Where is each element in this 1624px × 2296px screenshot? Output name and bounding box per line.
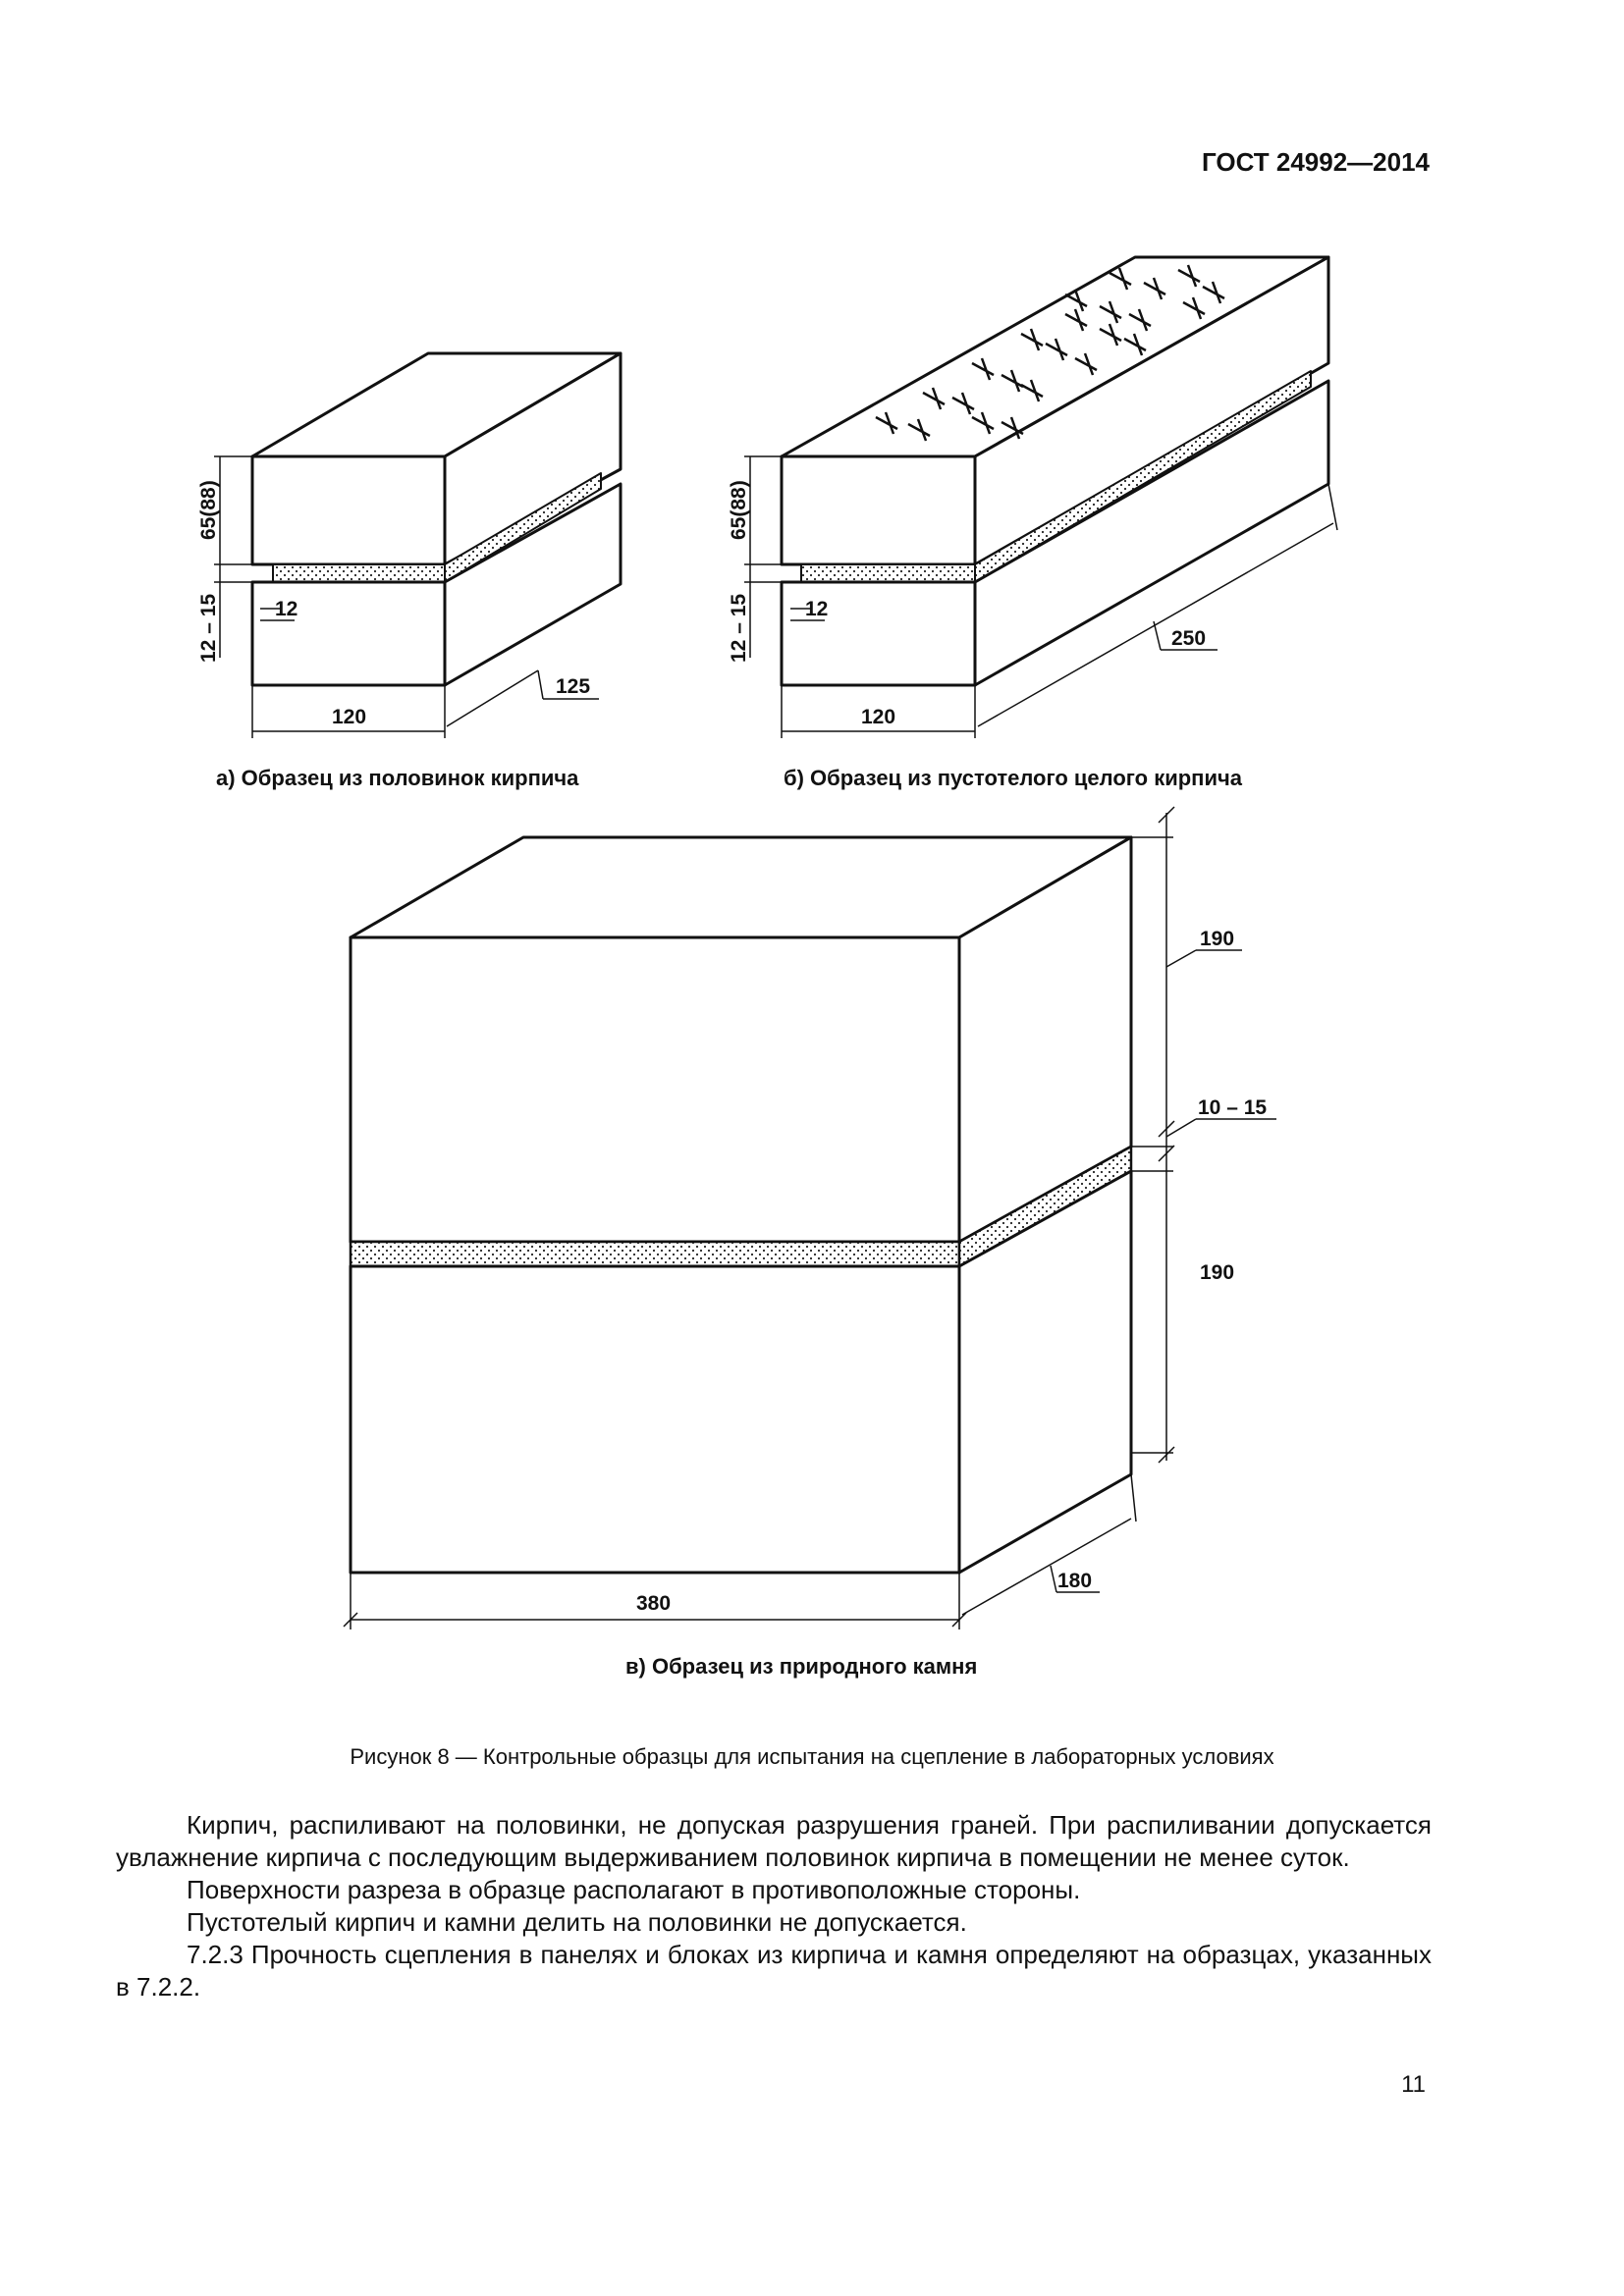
specimen-b-drawing (782, 257, 1328, 685)
specimen-c-drawing (351, 837, 1131, 1573)
paragraph-2: Поверхности разреза в образце располагают в противоположные стороны. (187, 1875, 1081, 1904)
dim-c-gap: 10 – 15 (1198, 1096, 1268, 1119)
figure-caption: Рисунок 8 — Контрольные образцы для испытания на сцепление в лабораторных условиях (350, 1744, 1274, 1769)
dim-c-width: 380 (636, 1592, 672, 1615)
dim-c-bottom-height: 190 (1200, 1261, 1235, 1284)
specimen-a-drawing (252, 353, 621, 685)
dim-a-height: 65(88) (197, 480, 220, 540)
body-text (116, 1809, 1432, 2003)
subcaption-c: в) Образец из природного камня (625, 1654, 978, 1679)
document-header: ГОСТ 24992—2014 (1202, 147, 1430, 177)
paragraph-4: 7.2.3 Прочность сцепления в панелях и блоках из кирпича и камня определяют на образцах, указанных в 7.2.2. (116, 1940, 1432, 2002)
dim-b-width: 120 (861, 706, 896, 728)
dim-b-offset: 12 (805, 598, 829, 620)
dim-c-depth: 180 (1057, 1570, 1093, 1592)
subcaption-b: б) Образец из пустотелого целого кирпича (784, 766, 1243, 790)
dim-b-gap: 12 – 15 (728, 593, 750, 663)
paragraph-3: Пустотелый кирпич и камни делить на половинки не допускается. (187, 1907, 967, 1937)
dim-b-height: 65(88) (728, 480, 750, 540)
page-number: 11 (1401, 2071, 1426, 2098)
dim-c-top-height: 190 (1200, 928, 1235, 950)
dim-a-width: 120 (332, 706, 367, 728)
paragraph-1: Кирпич, распиливают на половинки, не допуская разрушения граней. При распиливании допускается увлажнение кирпича с последующим выдерживанием половинок кирпича в помещении не менее суток. (116, 1810, 1432, 1872)
dim-a-depth: 125 (556, 675, 591, 698)
dim-a-gap: 12 – 15 (197, 593, 220, 663)
dim-b-depth: 250 (1171, 627, 1207, 650)
dim-a-offset: 12 (275, 598, 298, 620)
subcaption-a: а) Образец из половинок кирпича (216, 766, 579, 790)
